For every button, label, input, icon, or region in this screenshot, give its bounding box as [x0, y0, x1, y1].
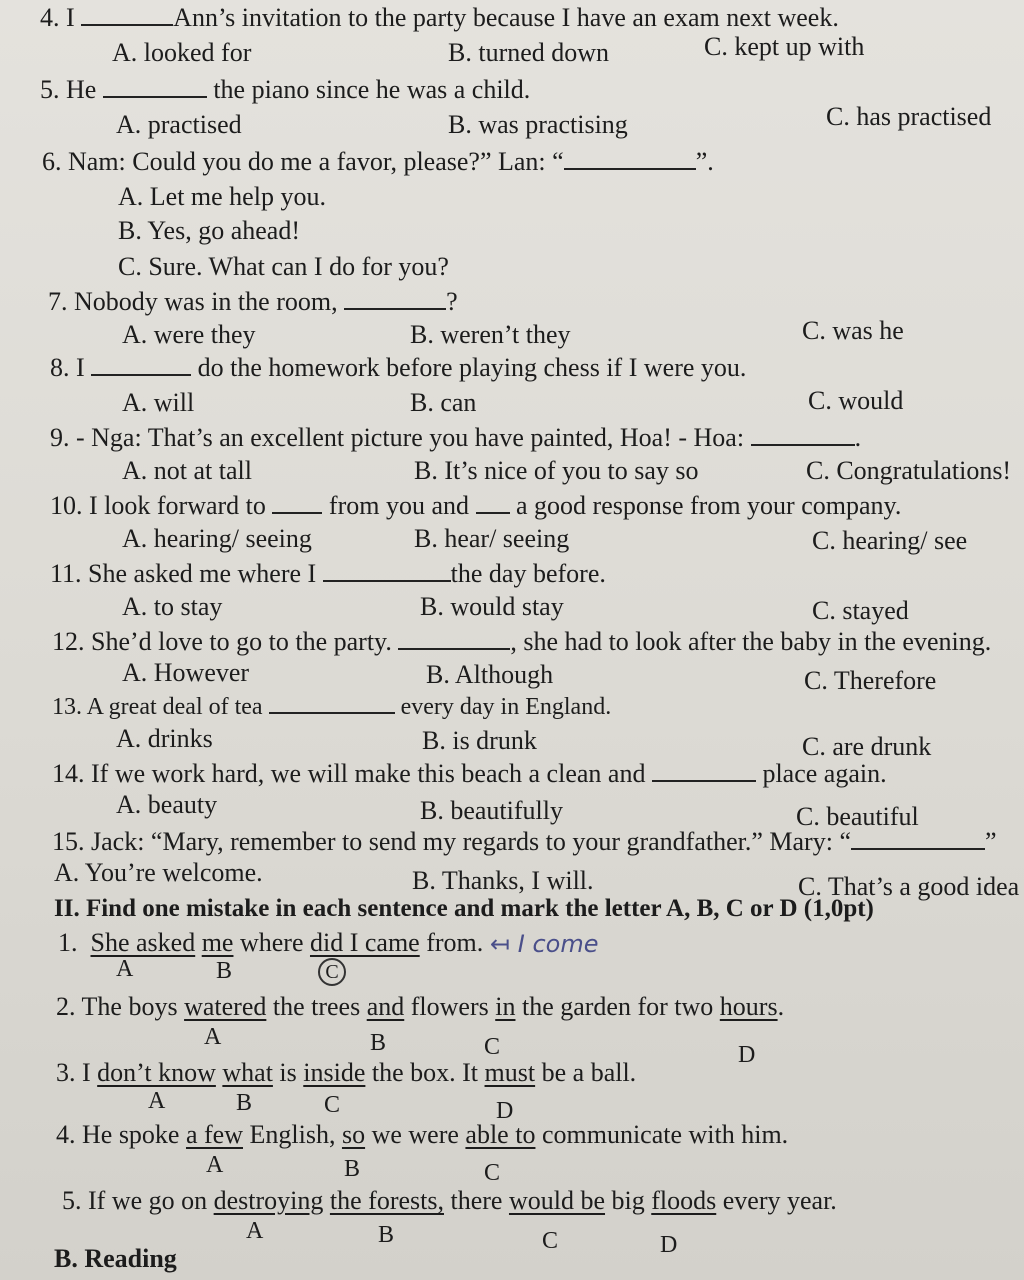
q4-option-a: A. looked for — [112, 38, 252, 67]
question-8 — [50, 352, 746, 383]
s2-letter-c: C — [484, 1034, 501, 1060]
mistake-sentence-2 — [56, 992, 784, 1022]
q14-stem: 14. If we work hard, we will make this beach a clean and — [52, 759, 646, 788]
q6-option-c: C. Sure. What can I do for you? — [118, 252, 449, 281]
q10-blank-1 — [272, 490, 322, 514]
s2-underlined-c: in — [495, 992, 516, 1021]
s3-letter-c: C — [324, 1092, 341, 1118]
q9-option-c: C. Congratulations! — [806, 456, 1012, 485]
s1-letter-a: A — [116, 956, 134, 982]
s3-text-end: be a ball. — [541, 1058, 637, 1087]
q6-blank — [564, 146, 696, 170]
q14-stem-end: place again. — [762, 759, 887, 788]
s3-text: is — [279, 1058, 297, 1087]
s3-letter-b: B — [236, 1090, 253, 1116]
s4-text-2: we were — [371, 1120, 459, 1149]
handwritten-correction: ↤ I come — [490, 930, 599, 958]
q15-stem: 15. Jack: “Mary, remember to send my regards to your grandfather.” Mary: “ — [52, 827, 851, 856]
q12-option-c: C. Therefore — [804, 666, 937, 695]
s4-underlined-a: a few — [185, 1120, 243, 1149]
s2-underlined-d: hours — [719, 992, 778, 1021]
s2-underlined-a: watered — [184, 992, 267, 1021]
q4-option-b: B. turned down — [448, 38, 610, 67]
q8-stem-start: 8. I — [50, 353, 85, 382]
s1-text: where — [239, 928, 304, 957]
s5-letter-d: D — [660, 1232, 678, 1258]
q13-stem: 13. A great deal of tea — [52, 694, 263, 720]
q12-stem: 12. She’d love to go to the party. — [52, 627, 392, 656]
s5-text: there — [450, 1186, 503, 1215]
reading-heading: B. Reading — [54, 1244, 177, 1273]
s1-letter-c: C — [318, 958, 346, 986]
q11-stem: 11. She asked me where I — [50, 559, 317, 588]
q8-option-b: B. can — [410, 388, 477, 417]
q8-stem-end: do the homework before playing chess if I were you. — [197, 353, 747, 382]
s2-text: the trees — [272, 992, 361, 1021]
q7-option-b: B. weren’t they — [410, 320, 571, 349]
s1-underlined-a: She asked — [90, 928, 196, 957]
s3-underlined-b: what — [222, 1058, 273, 1087]
question-10 — [50, 490, 901, 521]
q6-option-a: A. Let me help you. — [118, 182, 326, 211]
q14-option-a: A. beauty — [116, 790, 218, 819]
q11-option-c: C. stayed — [812, 596, 909, 625]
s1-underlined-b: me — [201, 928, 234, 957]
q5-blank — [103, 74, 207, 98]
q4-stem-start: 4. I — [40, 3, 75, 32]
q6-stem: 6. Nam: Could you do me a favor, please?” Lan: “ — [42, 147, 564, 176]
q15-option-b: B. Thanks, I will. — [412, 866, 594, 895]
s5-underlined-b: the forests, — [329, 1186, 444, 1215]
q7-stem-end: ? — [446, 287, 458, 316]
question-11 — [50, 558, 606, 589]
q12-stem-end: , she had to look after the baby in the evening. — [510, 627, 992, 656]
s4-text-end: communicate with him. — [541, 1120, 789, 1149]
question-13 — [52, 690, 611, 722]
q7-blank — [344, 286, 446, 310]
s4-letter-c: C — [484, 1160, 501, 1186]
s4-text-start: 4. He spoke — [56, 1120, 180, 1149]
mistake-sentence-3 — [56, 1058, 636, 1088]
q12-blank — [398, 626, 510, 650]
q14-option-b: B. beautifully — [420, 796, 563, 825]
q15-blank — [851, 826, 985, 850]
q5-option-c: C. has practised — [826, 102, 992, 131]
s4-text: English, — [249, 1120, 336, 1149]
s5-underlined-a: destroying — [213, 1186, 324, 1215]
q8-option-a: A. will — [122, 388, 195, 417]
q15-stem-end: ” — [984, 827, 997, 856]
q10-stem-1: 10. I look forward to — [50, 491, 266, 520]
q10-stem-2: from you and — [328, 491, 469, 520]
s3-text-start: 3. I — [56, 1058, 91, 1087]
section-2-heading: II. Find one mistake in each sentence and mark the letter A, B, C or D (1,0pt) — [54, 895, 874, 922]
q11-stem-end: the day before. — [450, 559, 606, 588]
q9-blank — [751, 422, 855, 446]
question-4 — [40, 2, 839, 33]
question-6 — [42, 146, 714, 177]
s2-text-3: the garden for two — [521, 992, 714, 1021]
question-7 — [48, 286, 458, 317]
q7-stem: 7. Nobody was in the room, — [48, 287, 338, 316]
s2-letter-d: D — [738, 1042, 756, 1068]
q9-stem-end: . — [854, 423, 862, 452]
s5-letter-c: C — [542, 1228, 559, 1254]
question-9 — [50, 422, 861, 453]
s2-text-2: flowers — [410, 992, 489, 1021]
s1-letter-b: B — [216, 958, 233, 984]
s4-underlined-b: so — [341, 1120, 366, 1149]
q15-option-c: C. That’s a good idea — [798, 872, 1020, 901]
s2-letter-b: B — [370, 1030, 387, 1056]
q5-stem-end: the piano since he was a child. — [213, 75, 531, 104]
s5-letter-b: B — [378, 1222, 395, 1248]
q8-option-c: C. would — [808, 386, 904, 415]
q13-option-c: C. are drunk — [802, 732, 932, 761]
s3-underlined-a: don’t know — [97, 1058, 216, 1087]
s2-period: . — [777, 992, 785, 1021]
q5-option-a: A. practised — [116, 110, 242, 139]
q4-stem-end: Ann’s invitation to the party because I have an exam next week. — [173, 3, 839, 32]
q12-option-a: A. However — [122, 658, 250, 687]
q9-option-b: B. It’s nice of you to say so — [414, 456, 699, 485]
mistake-sentence-5 — [62, 1186, 837, 1216]
q4-blank — [81, 2, 173, 26]
s5-underlined-c: would be — [508, 1186, 606, 1215]
q11-option-b: B. would stay — [420, 592, 564, 621]
mistake-sentence-1 — [58, 928, 483, 958]
q9-stem: 9. - Nga: That’s an excellent picture you have painted, Hoa! - Hoa: — [50, 423, 745, 452]
s3-letter-a: A — [148, 1088, 166, 1114]
s3-letter-d: D — [496, 1098, 514, 1124]
q11-option-a: A. to stay — [122, 592, 223, 621]
q14-blank — [652, 758, 756, 782]
question-12 — [52, 626, 991, 657]
q10-option-a: A. hearing/ seeing — [122, 524, 312, 553]
s5-text-end: every year. — [722, 1186, 837, 1215]
s2-letter-a: A — [204, 1024, 222, 1050]
s3-underlined-c: inside — [303, 1058, 366, 1087]
q4-option-c: C. kept up with — [704, 32, 865, 61]
q6-stem-end: ”. — [695, 147, 714, 176]
s4-letter-a: A — [206, 1152, 224, 1178]
q13-stem-end: every day in England. — [400, 694, 612, 720]
q10-option-c: C. hearing/ see — [812, 526, 968, 555]
s3-text-2: the box. It — [371, 1058, 479, 1087]
s5-text-start: 5. If we go on — [62, 1186, 208, 1215]
q7-option-c: C. was he — [802, 316, 904, 345]
s5-letter-a: A — [246, 1218, 264, 1244]
mistake-sentence-4 — [56, 1120, 788, 1150]
q8-blank — [91, 352, 191, 376]
q7-option-a: A. were they — [122, 320, 256, 349]
q5-option-b: B. was practising — [448, 110, 628, 139]
q6-option-b: B. Yes, go ahead! — [118, 216, 300, 245]
s1-number: 1. — [58, 928, 78, 957]
s2-underlined-b: and — [366, 992, 405, 1021]
question-5 — [40, 74, 530, 105]
question-14 — [52, 758, 887, 789]
s5-underlined-d: floods — [651, 1186, 717, 1215]
q9-option-a: A. not at tall — [122, 456, 252, 485]
q13-blank — [269, 690, 395, 714]
q14-option-c: C. beautiful — [796, 802, 919, 831]
q10-option-b: B. hear/ seeing — [414, 524, 570, 553]
q10-stem-3: a good response from your company. — [516, 491, 902, 520]
s4-letter-b: B — [344, 1156, 361, 1182]
s5-text-2: big — [611, 1186, 645, 1215]
q11-blank — [323, 558, 451, 582]
q10-blank-2 — [476, 490, 510, 514]
question-15 — [52, 826, 997, 857]
s2-text-start: 2. The boys — [56, 992, 178, 1021]
q13-option-b: B. is drunk — [422, 726, 537, 755]
q13-option-a: A. drinks — [116, 724, 213, 753]
s1-underlined-c: did I came — [309, 928, 420, 957]
q12-option-b: B. Although — [426, 660, 554, 689]
s1-letter-c-circled — [318, 958, 346, 986]
s4-underlined-c: able to — [465, 1120, 536, 1149]
s1-text-end: from. — [426, 928, 484, 957]
q5-stem-start: 5. He — [40, 75, 97, 104]
s3-underlined-d: must — [484, 1058, 536, 1087]
q15-option-a: A. You’re welcome. — [54, 858, 263, 887]
